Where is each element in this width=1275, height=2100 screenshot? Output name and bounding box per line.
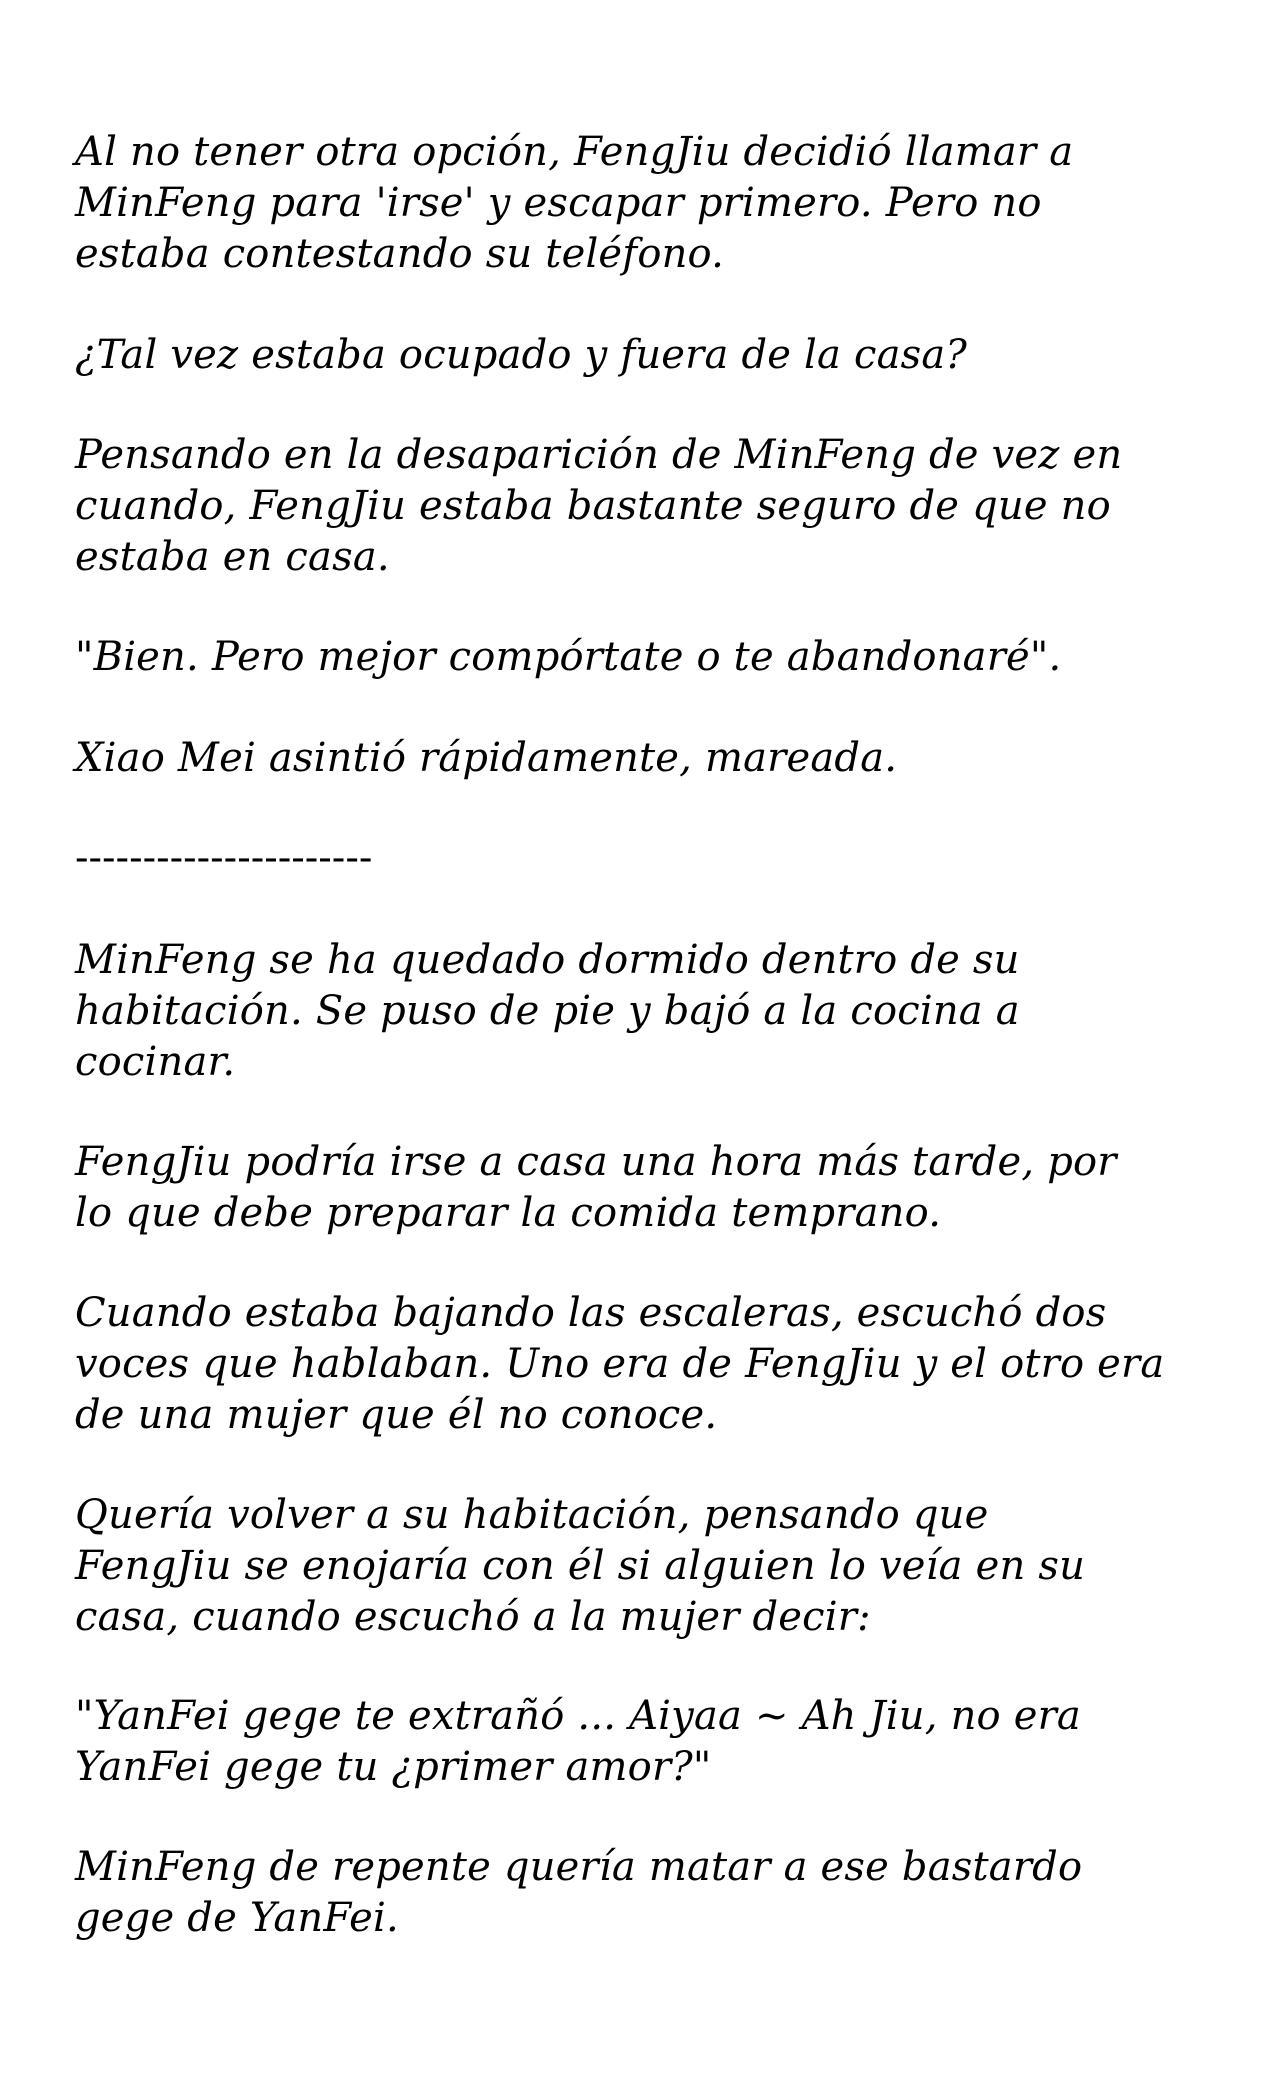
paragraph-10: "YanFei gege te extrañó ... Aiyaa ~ Ah Jiu, no era YanFei gege tu ¿primer amor?" [75,1693,1081,1790]
paragraph-5: Xiao Mei asintió rápidamente, mareada. [75,735,898,781]
paragraph-6: MinFeng se ha quedado dormido dentro de su habitación. Se puso de pie y bajó a la cocina a cocinar. [75,937,1020,1085]
section-divider: ---------------------- [75,835,373,881]
paragraph-8: Cuando estaba bajando las escaleras, escuchó dos voces que hablaban. Uno era de FengJiu y el otro era de una mujer que él no conoce. [75,1290,1165,1438]
paragraph-7: FengJiu podría irse a casa una hora más tarde, por lo que debe preparar la comida temprano. [75,1139,1117,1236]
paragraph-1: Al no tener otra opción, FengJiu decidió llamar a MinFeng para 'irse' y escapar primero. Pero no estaba contestando su teléfono. [75,129,1074,277]
paragraph-9: Quería volver a su habitación, pensando que FengJiu se enojaría con él si alguien lo veía en su casa, cuando escuchó a la mujer decir: [75,1492,1086,1640]
paragraph-3: Pensando en la desaparición de MinFeng de vez en cuando, FengJiu estaba bastante seguro de que no estaba en casa. [75,432,1123,580]
paragraph-4: "Bien. Pero mejor compórtate o te abandonaré". [75,634,1062,680]
paragraph-2: ¿Tal vez estaba ocupado y fuera de la casa? [75,332,968,378]
paragraph-11: MinFeng de repente quería matar a ese bastardo gege de YanFei. [75,1844,1083,1941]
